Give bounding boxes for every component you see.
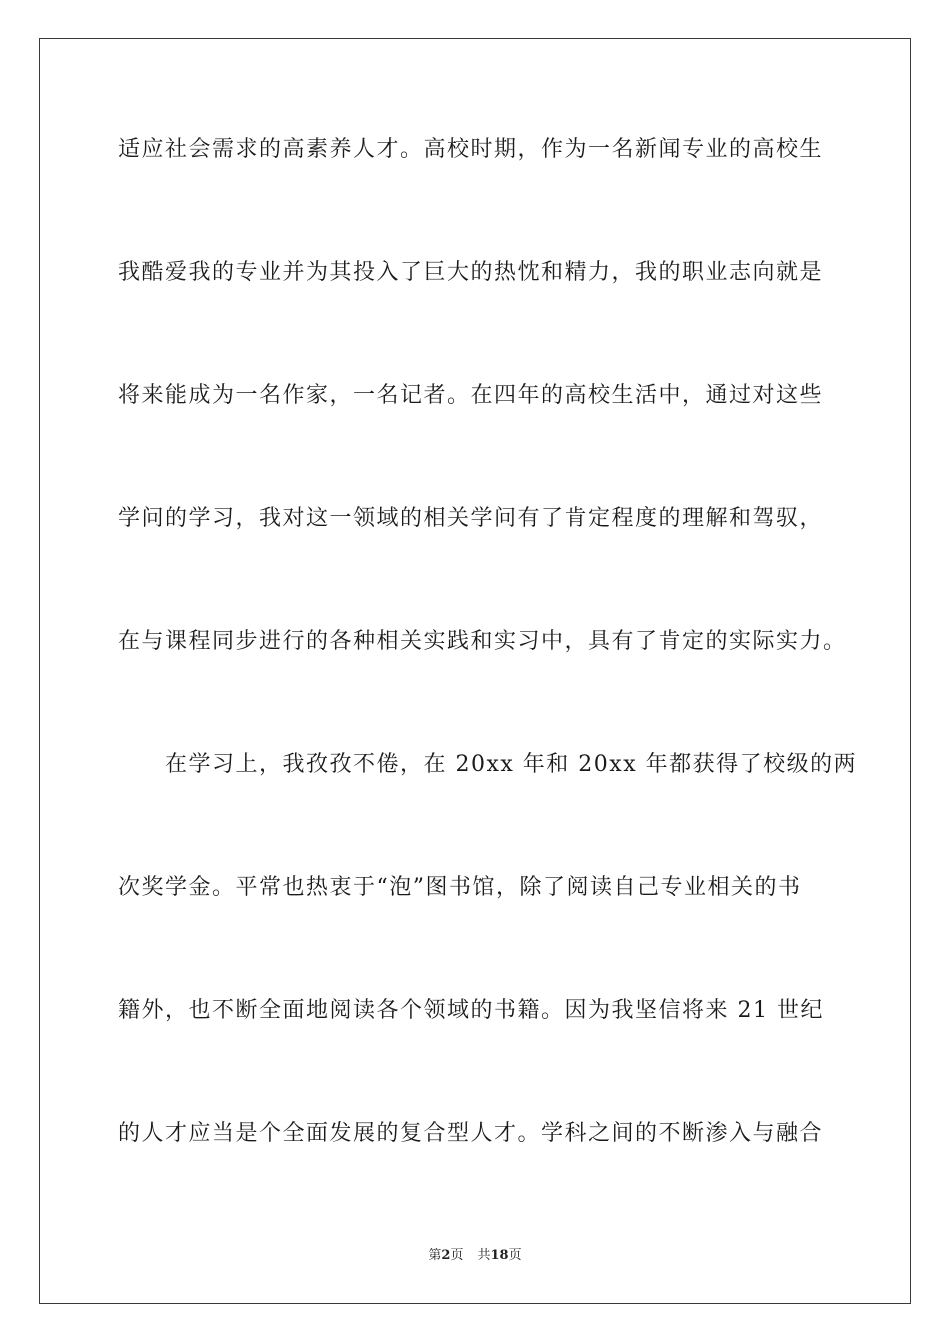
total-prefix: 共 [477,1248,491,1263]
page-suffix: 页 [450,1248,464,1263]
page-prefix: 第 [428,1248,442,1263]
page-footer [0,1247,950,1265]
paragraph-line: 适应社会需求的高素养人才。高校时期，作为一名新闻专业的高校生 [118,137,824,162]
paragraph-line: 将来能成为一名作家，一名记者。在四年的高校生活中，通过对这些 [118,383,824,408]
total-pages: 18 [490,1248,509,1263]
paragraph-line: 次奖学金。平常也热衷于“泡”图书馆，除了阅读自己专业相关的书 [118,875,802,900]
page-border [39,38,911,1304]
total-suffix: 页 [508,1248,522,1263]
page-number: 2 [441,1248,451,1263]
paragraph-line: 在学习上，我孜孜不倦，在 20xx 年和 20xx 年都获得了校级的两 [165,752,858,777]
paragraph-line: 在与课程同步进行的各种相关实践和实习中，具有了肯定的实际实力。 [118,629,847,654]
paragraph-line: 籍外，也不断全面地阅读各个领域的书籍。因为我坚信将来 21 世纪 [118,998,824,1023]
paragraph-line: 的人才应当是个全面发展的复合型人才。学科之间的不断渗入与融合 [118,1121,824,1146]
paragraph-line: 我酷爱我的专业并为其投入了巨大的热忱和精力，我的职业志向就是 [118,260,824,285]
paragraph-line: 学问的学习，我对这一领域的相关学问有了肯定程度的理解和驾驭， [118,506,824,531]
